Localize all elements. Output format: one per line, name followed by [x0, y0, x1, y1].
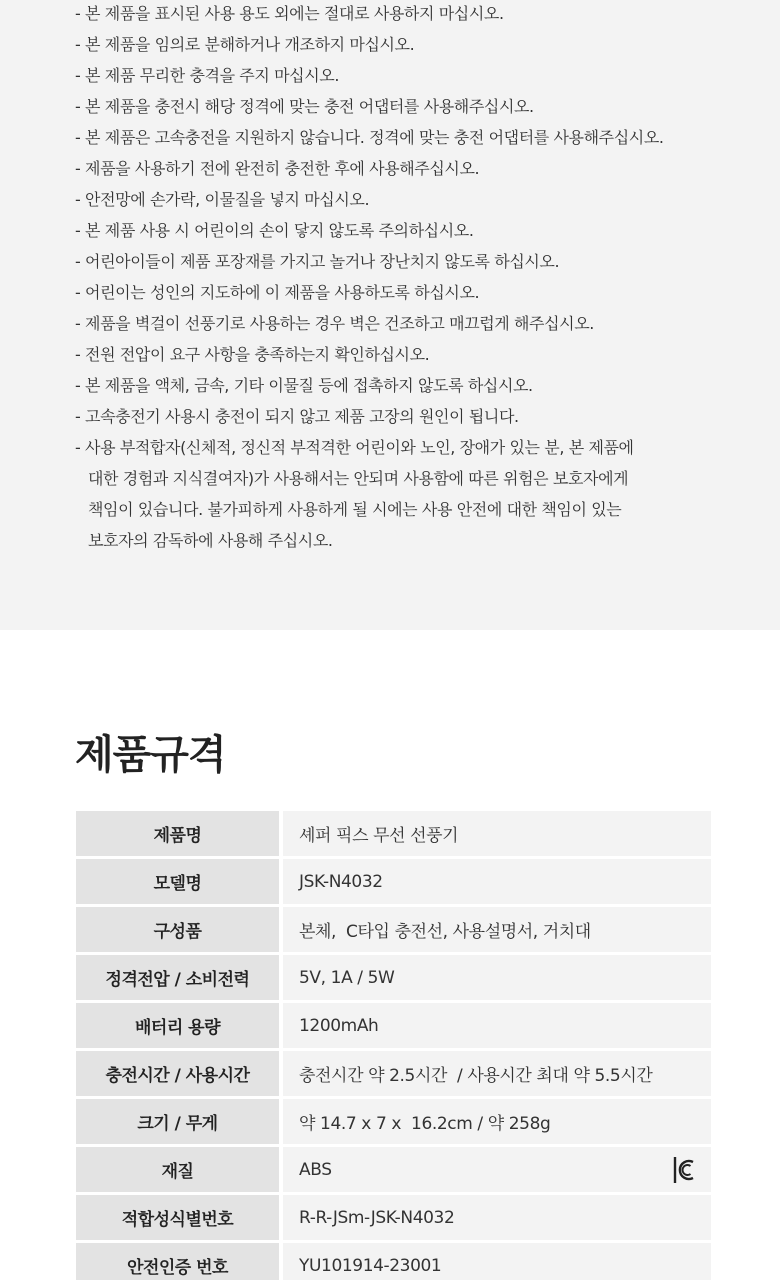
spec-label: 배터리 용량: [76, 1003, 279, 1048]
caution-item: [75, 277, 735, 308]
caution-text: - 사용 부적합자(신체적, 정신적 부적격한 어린이와 노인, 장애가 있는 분, 본 제품에: [75, 438, 634, 457]
spec-row: [76, 1051, 711, 1096]
caution-item: [75, 0, 735, 29]
caution-text: - 어린이는 성인의 지도하에 이 제품을 사용하도록 하십시오.: [75, 283, 480, 302]
spec-label: 정격전압 / 소비전력: [76, 955, 279, 1000]
caution-item: [75, 153, 735, 184]
spec-value-text: R-R-JSm-JSK-N4032: [299, 1207, 455, 1228]
spec-value-text: 본체, C타입 충전선, 사용설명서, 거치대: [299, 922, 591, 942]
caution-text: - 본 제품을 액체, 금속, 기타 이물질 등에 접촉하지 않도록 하십시오.: [75, 376, 533, 395]
spec-row: [76, 1003, 711, 1048]
spec-title: 제품규격: [75, 732, 226, 778]
spec-label: 크기 / 무게: [76, 1099, 279, 1144]
spec-label: 재질: [76, 1147, 279, 1192]
caution-text: 책임이 있습니다. 불가피하게 사용하게 될 시에는 사용 안전에 대한 책임이 있는: [88, 500, 622, 519]
caution-text: - 본 제품을 임의로 분해하거나 개조하지 마십시오.: [75, 35, 415, 54]
spec-value-text: 1200mAh: [299, 1015, 379, 1036]
spec-row: [76, 859, 711, 904]
caution-item: [75, 122, 735, 153]
spec-value-text: 약 14.7 x 7 x 16.2cm / 약 258g: [299, 1114, 551, 1134]
spec-section: [0, 630, 780, 1280]
caution-list: [75, 0, 735, 556]
caution-item: [75, 184, 735, 215]
spec-value-text: YU101914-23001: [299, 1255, 442, 1276]
spec-value: [283, 1195, 711, 1240]
spec-value-text: 5V, 1A / 5W: [299, 967, 395, 988]
caution-item: [75, 370, 735, 401]
spec-value-text: 충전시간 약 2.5시간 / 사용시간 최대 약 5.5시간: [299, 1066, 653, 1086]
spec-row: [76, 1243, 711, 1280]
spec-row: [76, 811, 711, 856]
caution-item: [75, 91, 735, 122]
caution-item: [75, 29, 735, 60]
spec-value-text: 셰퍼 픽스 무선 선풍기: [299, 826, 459, 846]
spec-value: [283, 811, 711, 856]
spec-label: 적합성식별번호: [76, 1195, 279, 1240]
caution-text: - 제품을 사용하기 전에 완전히 충전한 후에 사용해주십시오.: [75, 159, 480, 178]
spec-label: 안전인증 번호: [76, 1243, 279, 1280]
caution-text: - 본 제품 사용 시 어린이의 손이 닿지 않도록 주의하십시오.: [75, 221, 474, 240]
caution-item: [75, 432, 735, 556]
caution-section: [0, 0, 780, 630]
spec-label: 제품명: [76, 811, 279, 856]
spec-row: [76, 1195, 711, 1240]
caution-text: 대한 경험과 지식결여자)가 사용해서는 안되며 사용함에 따른 위험은 보호자에게: [88, 469, 629, 488]
caution-text: - 제품을 벽걸이 선풍기로 사용하는 경우 벽은 건조하고 매끄럽게 해주십시오.: [75, 314, 594, 333]
caution-text: - 전원 전압이 요구 사항을 충족하는지 확인하십시오.: [75, 345, 430, 364]
spec-value: [283, 907, 711, 952]
caution-text: - 어린아이들이 제품 포장재를 가지고 놀거나 장난치지 않도록 하십시오.: [75, 252, 560, 271]
spec-value: [283, 1147, 711, 1192]
caution-item: [75, 308, 735, 339]
spec-row: [76, 1147, 711, 1192]
caution-item: [75, 246, 735, 277]
spec-value-text: ABS: [299, 1159, 332, 1180]
spec-value: [283, 1243, 711, 1280]
caution-text: - 안전망에 손가락, 이물질을 넣지 마십시오.: [75, 190, 370, 209]
caution-text: - 본 제품을 충전시 해당 정격에 맞는 충전 어댑터를 사용해주십시오.: [75, 97, 534, 116]
caution-item: [75, 339, 735, 370]
spec-row: [76, 955, 711, 1000]
spec-value: [283, 955, 711, 1000]
caution-text: - 고속충전기 사용시 충전이 되지 않고 제품 고장의 원인이 됩니다.: [75, 407, 519, 426]
spec-row: [76, 907, 711, 952]
caution-text: - 본 제품은 고속충전을 지원하지 않습니다. 정격에 맞는 충전 어댑터를 사용해주십시오.: [75, 128, 664, 147]
spec-label: 모델명: [76, 859, 279, 904]
spec-label: 구성품: [76, 907, 279, 952]
kc-certification-icon: [673, 1155, 695, 1185]
spec-value: [283, 1099, 711, 1144]
spec-table: [76, 811, 711, 1280]
caution-text: 보호자의 감독하에 사용해 주십시오.: [88, 531, 333, 550]
caution-text: - 본 제품을 표시된 사용 용도 외에는 절대로 사용하지 마십시오.: [75, 4, 504, 23]
spec-label: 충전시간 / 사용시간: [76, 1051, 279, 1096]
spec-value: [283, 1003, 711, 1048]
spec-value: [283, 1051, 711, 1096]
caution-item: [75, 401, 735, 432]
caution-text: - 본 제품 무리한 충격을 주지 마십시오.: [75, 66, 340, 85]
caution-item: [75, 60, 735, 91]
spec-value-text: JSK-N4032: [299, 871, 383, 892]
caution-item: [75, 215, 735, 246]
spec-value: [283, 859, 711, 904]
spec-row: [76, 1099, 711, 1144]
